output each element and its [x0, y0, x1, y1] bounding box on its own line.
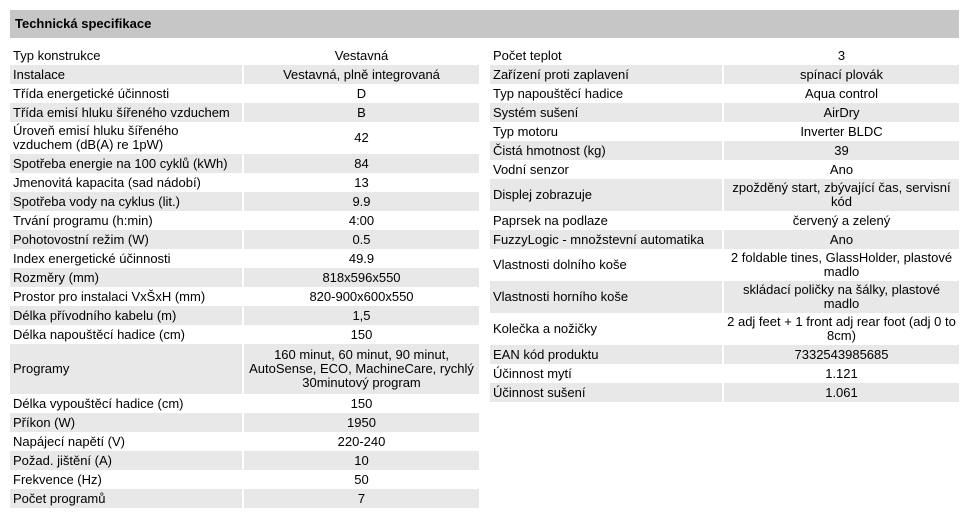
spec-row [490, 313, 959, 345]
spec-row [490, 122, 959, 141]
spec-value: D [244, 84, 479, 103]
spec-label: Napájecí napětí (V) [10, 432, 242, 451]
spec-value: 7332543985685 [724, 345, 959, 364]
spec-label: Vlastnosti horního koše [490, 281, 722, 313]
spec-label: Počet teplot [490, 46, 722, 65]
spec-label: Spotřeba vody na cyklus (lit.) [10, 192, 242, 211]
section-title: Technická specifikace [10, 10, 959, 38]
spec-label: Instalace [10, 65, 242, 84]
spec-value: 220-240 [244, 432, 479, 451]
spec-label: FuzzyLogic - množstevní automatika [490, 230, 722, 249]
spec-value: 50 [244, 470, 479, 489]
spec-label: Spotřeba energie na 100 cyklů (kWh) [10, 154, 242, 173]
spec-label: EAN kód produktu [490, 345, 722, 364]
spec-label: Vlastnosti dolního koše [490, 249, 722, 281]
spec-value: 42 [244, 122, 479, 154]
spec-row [10, 192, 479, 211]
spec-value: 2 adj feet + 1 front adj rear foot (adj 0 to 8cm) [724, 313, 959, 345]
spec-label: Požad. jištění (A) [10, 451, 242, 470]
spec-row [10, 325, 479, 344]
spec-row [490, 160, 959, 179]
spec-value: 1.121 [724, 364, 959, 383]
spec-row [10, 344, 479, 394]
spec-label: Displej zobrazuje [490, 179, 722, 211]
spec-row [490, 230, 959, 249]
spec-label: Systém sušení [490, 103, 722, 122]
spec-row [490, 364, 959, 383]
spec-row [490, 383, 959, 402]
spec-label: Účinnost mytí [490, 364, 722, 383]
spec-label: Třída energetické účinnosti [10, 84, 242, 103]
spec-label: Typ motoru [490, 122, 722, 141]
spec-label: Typ konstrukce [10, 46, 242, 65]
spec-row [10, 249, 479, 268]
spec-value: 2 foldable tines, GlassHolder, plastové madlo [724, 249, 959, 281]
spec-label: Pohotovostní režim (W) [10, 230, 242, 249]
spec-row [10, 451, 479, 470]
spec-label: Programy [10, 344, 242, 394]
spec-row [10, 413, 479, 432]
spec-row [10, 489, 479, 508]
spec-row [10, 470, 479, 489]
spec-value: Ano [724, 160, 959, 179]
spec-row [490, 211, 959, 230]
spec-label: Délka vypouštěcí hadice (cm) [10, 394, 242, 413]
spec-value: B [244, 103, 479, 122]
spec-value: 3 [724, 46, 959, 65]
spec-value: zpožděný start, zbývající čas, servisní kód [724, 179, 959, 211]
spec-label: Účinnost sušení [490, 383, 722, 402]
spec-value: 160 minut, 60 minut, 90 minut, AutoSense, ECO, MachineCare, rychlý 30minutový program [244, 344, 479, 394]
spec-value: Inverter BLDC [724, 122, 959, 141]
spec-value: 7 [244, 489, 479, 508]
spec-label: Paprsek na podlaze [490, 211, 722, 230]
spec-value: 1.061 [724, 383, 959, 402]
spec-value: 13 [244, 173, 479, 192]
spec-value: Vestavná [244, 46, 479, 65]
spec-value: Ano [724, 230, 959, 249]
spec-label: Příkon (W) [10, 413, 242, 432]
spec-value: 49.9 [244, 249, 479, 268]
spec-row [490, 103, 959, 122]
spec-label: Typ napouštěcí hadice [490, 84, 722, 103]
spec-value: 150 [244, 325, 479, 344]
spec-row [490, 345, 959, 364]
spec-row [10, 46, 479, 65]
spec-table-right [490, 46, 959, 402]
spec-value: 84 [244, 154, 479, 173]
spec-label: Čistá hmotnost (kg) [490, 141, 722, 160]
spec-label: Kolečka a nožičky [490, 313, 722, 345]
spec-value: 150 [244, 394, 479, 413]
spec-table-left [10, 46, 479, 508]
spec-row [490, 281, 959, 313]
spec-row [10, 154, 479, 173]
spec-row [10, 84, 479, 103]
spec-label: Prostor pro instalaci VxŠxH (mm) [10, 287, 242, 306]
spec-value: 1950 [244, 413, 479, 432]
spec-value: červený a zelený [724, 211, 959, 230]
spec-row [490, 179, 959, 211]
spec-row [10, 65, 479, 84]
spec-label: Úroveň emisí hluku šířeného vzduchem (dB(A) re 1pW) [10, 122, 242, 154]
spec-label: Zařízení proti zaplavení [490, 65, 722, 84]
spec-value: 39 [724, 141, 959, 160]
spec-label: Počet programů [10, 489, 242, 508]
spec-label: Jmenovitá kapacita (sad nádobí) [10, 173, 242, 192]
spec-row [10, 394, 479, 413]
spec-row [10, 287, 479, 306]
spec-label: Rozměry (mm) [10, 268, 242, 287]
spec-label: Délka napouštěcí hadice (cm) [10, 325, 242, 344]
spec-value: AirDry [724, 103, 959, 122]
spec-label: Délka přívodního kabelu (m) [10, 306, 242, 325]
spec-value: spínací plovák [724, 65, 959, 84]
spec-row [490, 249, 959, 281]
spec-value: 818x596x550 [244, 268, 479, 287]
spec-row [10, 306, 479, 325]
spec-row [490, 46, 959, 65]
spec-value: 9.9 [244, 192, 479, 211]
spec-value: 4:00 [244, 211, 479, 230]
spec-value: skládací poličky na šálky, plastové madlo [724, 281, 959, 313]
spec-row [10, 268, 479, 287]
spec-row [490, 84, 959, 103]
spec-label: Index energetické účinnosti [10, 249, 242, 268]
spec-row [490, 65, 959, 84]
spec-label: Trvání programu (h:min) [10, 211, 242, 230]
spec-row [10, 173, 479, 192]
spec-row [10, 432, 479, 451]
spec-value: Aqua control [724, 84, 959, 103]
spec-label: Frekvence (Hz) [10, 470, 242, 489]
spec-label: Třída emisí hluku šířeného vzduchem [10, 103, 242, 122]
spec-label: Vodní senzor [490, 160, 722, 179]
spec-row [10, 122, 479, 154]
spec-value: 0.5 [244, 230, 479, 249]
spec-value: 820-900x600x550 [244, 287, 479, 306]
spec-row [490, 141, 959, 160]
spec-value: 1,5 [244, 306, 479, 325]
spec-value: Vestavná, plně integrovaná [244, 65, 479, 84]
spec-value: 10 [244, 451, 479, 470]
spec-row [10, 230, 479, 249]
spec-row [10, 211, 479, 230]
spec-row [10, 103, 479, 122]
